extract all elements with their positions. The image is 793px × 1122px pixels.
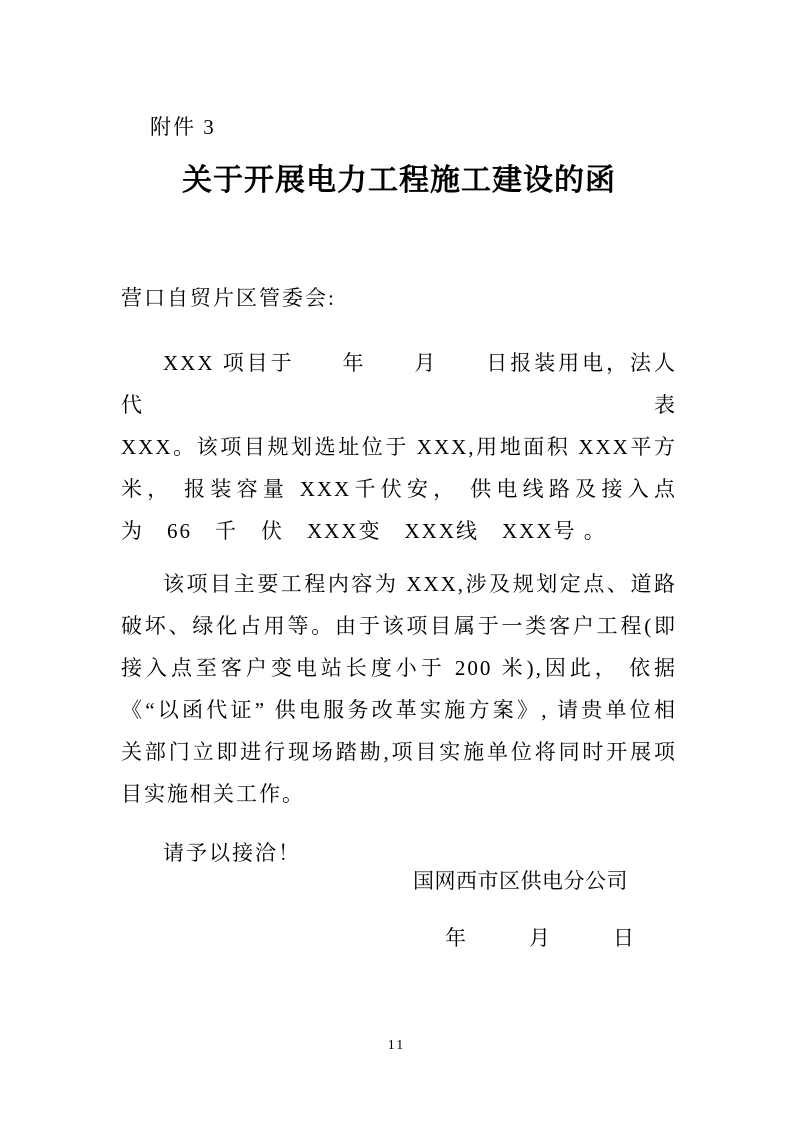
text-line: 接入点至客户变电站长度小于 200 米),因此， 依据 <box>121 656 677 680</box>
text-line: 《“以函代证” 供电服务改革实施方案》, 请贵单位相 <box>121 698 677 722</box>
signature: 国网西市区供电分公司 <box>413 869 628 893</box>
text-line: 关部门立即进行现场踏勘,项目实施单位将同时开展项 <box>121 740 677 764</box>
text-line: 该项目主要工程内容为 XXX,涉及规划定点、道路 <box>163 572 677 596</box>
text-line: 目实施相关工作。 <box>121 782 305 806</box>
document-body <box>121 277 677 874</box>
document-title: 关于开展电力工程施工建设的函 <box>182 164 616 197</box>
attachment-label: 附件 3 <box>150 115 216 139</box>
paragraph-1 <box>121 342 677 552</box>
paragraph-2 <box>121 563 677 815</box>
text-line: 请予以接洽！ <box>163 841 301 865</box>
text-line: XXX 项目于 年 月 日报装用电，法人代表 <box>121 351 677 417</box>
text-line: 米， 报装容量 XXX千伏安， 供电线路及接入点 <box>121 477 677 501</box>
page-number: 11 <box>387 1038 406 1053</box>
date-line: 年 月 日 <box>445 926 634 950</box>
text-line: 为 66 千 伏 XXX变 XXX线 XXX号 。 <box>121 519 607 543</box>
salutation: 营口自贸片区管委会: <box>121 286 336 310</box>
text-line: XXX。该项目规划选址位于 XXX,用地面积 XXX平方 <box>121 435 677 459</box>
text-line: 破坏、绿化占用等。由于该项目属于一类客户工程(即 <box>121 614 677 638</box>
